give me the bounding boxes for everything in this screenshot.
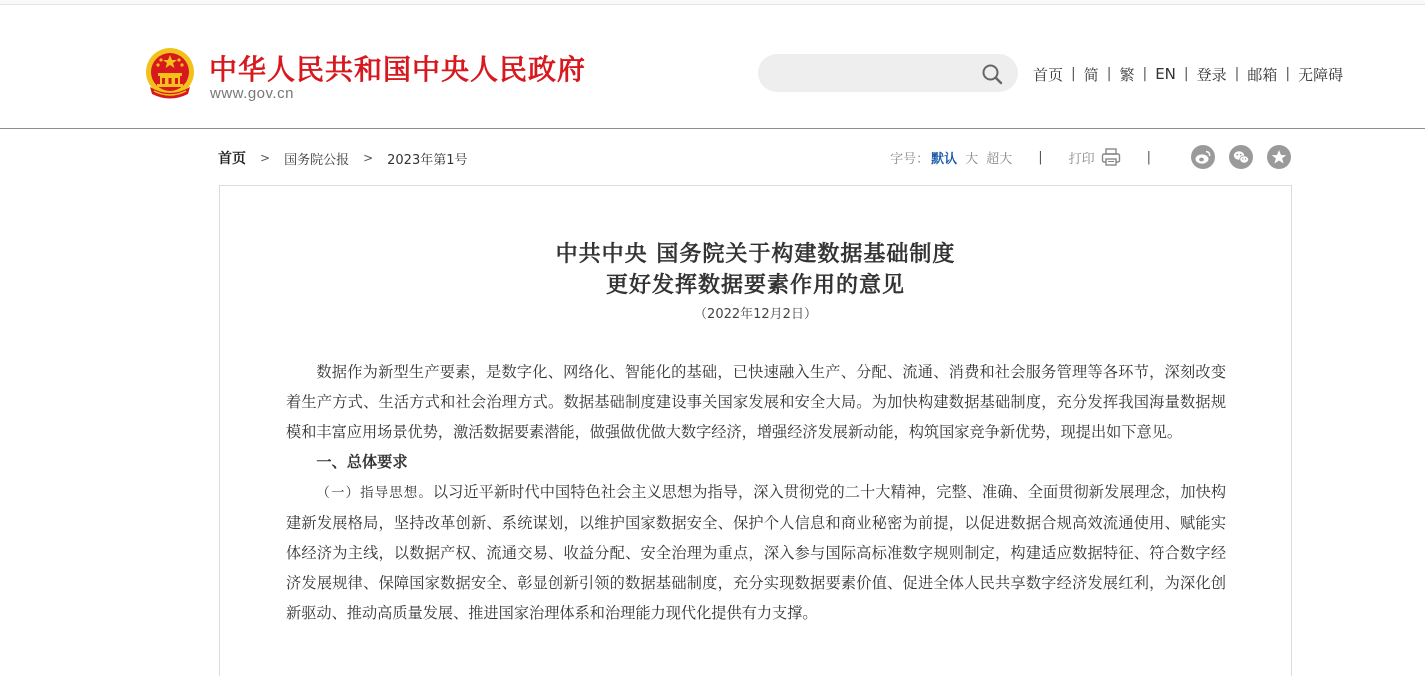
article-paragraph: 数据作为新型生产要素，是数字化、网络化、智能化的基础，已快速融入生产、分配、流通、消费和社会服务管理等各环节，深刻改变着生产方式、生活方式和社会治理方式。数据基础制度建设事关国家发展和安全大局。为加快构建数据基础制度，充分发挥我国海量数据规模和丰富应用场景优势，激活数据要素潜能，做强做优做大数字经济，增强经济发展新动能，构筑国家竞争新优势，现提出如下意见。 bbox=[286, 363, 1226, 441]
article-panel bbox=[219, 185, 1292, 676]
article-paragraph bbox=[286, 477, 1226, 628]
subsection-text: 以习近平新时代中国特色社会主义思想为指导，深入贯彻党的二十大精神，完整、准确、全面贯彻新发展理念，加快构建新发展格局，坚持改革创新、系统谋划，以维护国家数据安全、保护个人信息和商业秘密为前提，以促进数据合规高效流通使用、赋能实体经济为主线，以数据产权、流通交易、收益分配、安全治理为重点，深入参与国际高标准数字规则制定，构建适应数据特征、符合数字经济发展规律、保障国家数据安全、彰显创新引领的数据基础制度，充分实现数据要素价值、促进全体人民共享数字经济发展红利，为深化创新驱动、推动高质量发展、推进国家治理体系和治理能力现代化提供有力支撑。 bbox=[286, 483, 1227, 622]
favorite-star-icon[interactable] bbox=[1267, 145, 1291, 169]
tools-separator: | bbox=[1038, 149, 1043, 165]
header-divider bbox=[0, 128, 1425, 129]
nav-english[interactable]: EN bbox=[1155, 65, 1176, 83]
nav-mailbox[interactable]: 邮箱 bbox=[1247, 65, 1278, 84]
breadcrumb-gazette[interactable]: 国务院公报 bbox=[284, 152, 350, 168]
chevron-right-icon: > bbox=[363, 151, 374, 165]
top-nav bbox=[1033, 64, 1343, 84]
site-domain: www.gov.cn bbox=[210, 85, 294, 102]
nav-separator: | bbox=[1234, 66, 1240, 82]
article-toolbar bbox=[218, 146, 1291, 168]
publication-date: （2022年12月2日） bbox=[694, 307, 817, 322]
site-title[interactable]: 中华人民共和国中央人民政府 bbox=[209, 53, 587, 86]
search-icon[interactable] bbox=[980, 62, 1004, 86]
nav-separator: | bbox=[1071, 66, 1076, 82]
nav-traditional-chinese[interactable]: 繁 bbox=[1119, 65, 1135, 84]
print-button[interactable]: 打印 bbox=[1068, 151, 1095, 167]
nav-simplified-chinese[interactable]: 简 bbox=[1083, 65, 1099, 84]
section-heading: 一、总体要求 bbox=[316, 453, 408, 471]
search-box bbox=[758, 54, 1018, 92]
wechat-icon[interactable] bbox=[1229, 145, 1253, 169]
nav-home[interactable]: 首页 bbox=[1033, 65, 1064, 84]
chevron-right-icon: > bbox=[260, 151, 271, 165]
breadcrumb-home[interactable]: 首页 bbox=[218, 151, 246, 167]
weibo-icon[interactable] bbox=[1191, 145, 1215, 169]
breadcrumb-issue[interactable]: 2023年第1号 bbox=[387, 152, 468, 168]
article-body bbox=[286, 357, 1226, 628]
nav-separator: | bbox=[1285, 66, 1291, 82]
nav-login[interactable]: 登录 bbox=[1196, 65, 1227, 84]
nav-separator: | bbox=[1142, 66, 1148, 82]
article-title-line-1: 中共中央 国务院关于构建数据基础制度 bbox=[555, 241, 956, 267]
font-size-default[interactable]: 默认 bbox=[931, 151, 958, 167]
font-size-extra-large[interactable]: 超大 bbox=[986, 151, 1013, 167]
nav-separator: | bbox=[1183, 66, 1189, 82]
subsection-heading: （一）指导思想。 bbox=[316, 485, 433, 501]
breadcrumb bbox=[218, 148, 468, 168]
nav-accessibility[interactable]: 无障碍 bbox=[1298, 65, 1344, 84]
font-size-label: 字号： bbox=[890, 151, 930, 167]
printer-icon[interactable] bbox=[1101, 148, 1121, 166]
font-size-large[interactable]: 大 bbox=[965, 151, 979, 167]
nav-separator: | bbox=[1106, 66, 1112, 82]
article-title-line-2: 更好发挥数据要素作用的意见 bbox=[605, 272, 905, 298]
tools-separator: | bbox=[1146, 149, 1151, 165]
search-input[interactable] bbox=[776, 62, 980, 86]
national-emblem-icon[interactable] bbox=[144, 47, 196, 103]
page-tools bbox=[890, 146, 1291, 168]
